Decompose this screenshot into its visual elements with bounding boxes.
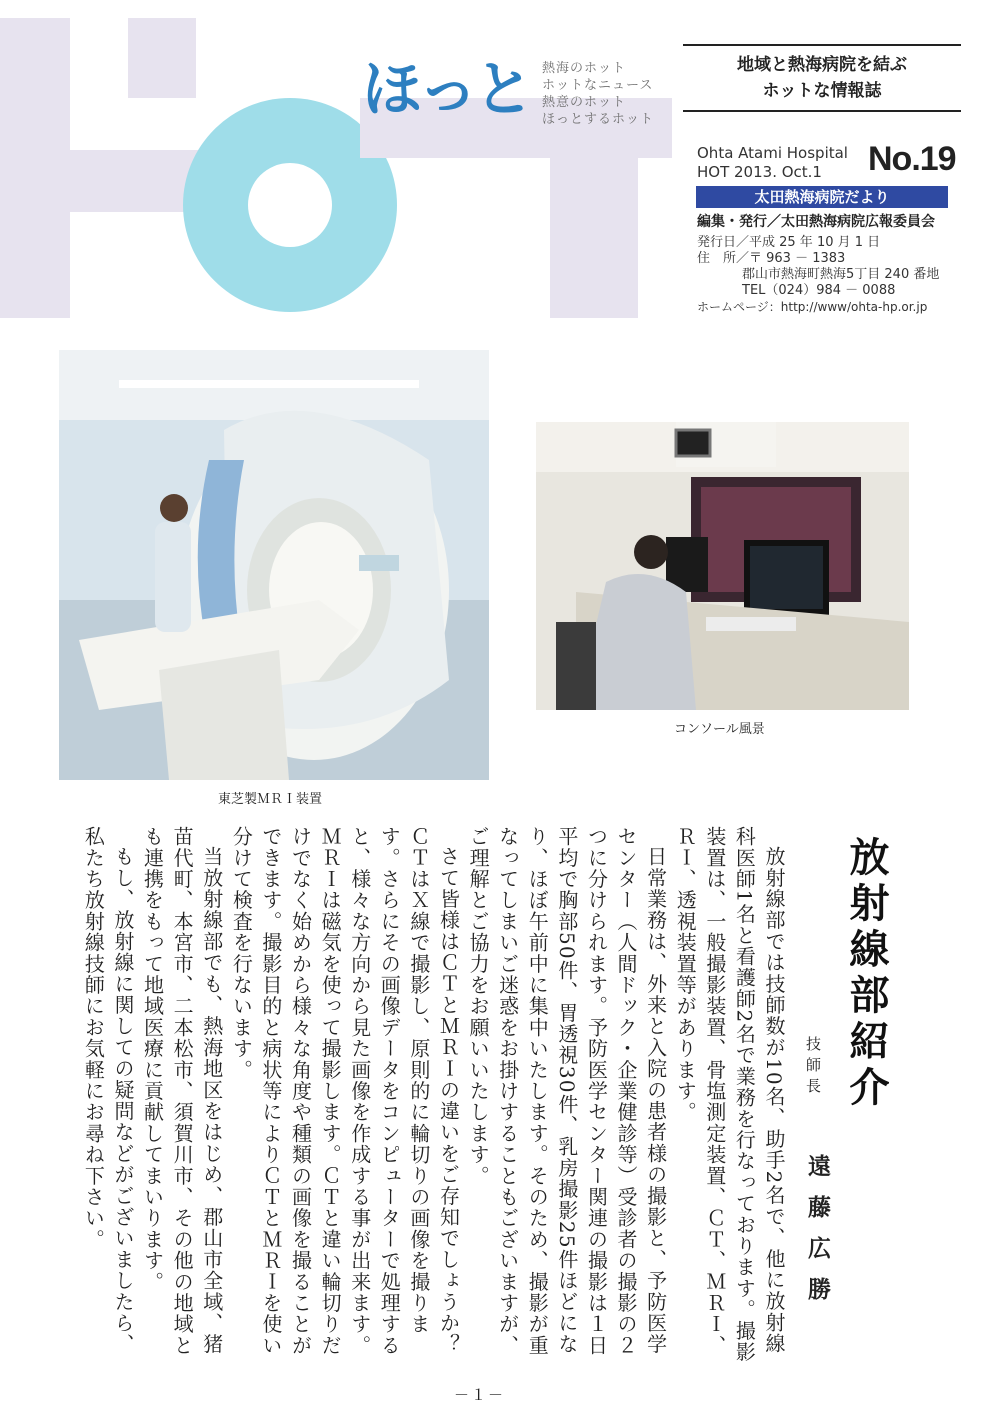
article-paragraph: さて皆様はＣＴとＭＲＩの違いをご存知でしょうか？ＣＴはＸ線で撮影し、原則的に輪切りの画像を撮ります。さらにその画像データをコンピューターで処理すると、様々な方向から見た画像を作成する事が出来ます。ＭＲＩは磁気を使って撮影します。ＣＴと違い輪切りだけでなく始めから様々な角度や種類の画像を撮ることができます。撮影目的と病状等によりＣＴとＭＲＩを使い分けて検査を行ないます。 (229, 826, 461, 1356)
author-role: 技師長 (804, 1036, 822, 1099)
slogan-box (683, 44, 961, 112)
newsletter-name-bar: 太田熱海病院だより (696, 186, 948, 208)
logo-letter-t (360, 98, 672, 318)
slogan-line: ホットな情報誌 (762, 81, 882, 101)
console-scene-illustration (536, 422, 909, 710)
tagline: ほっとするホット (542, 112, 655, 127)
edition-date: HOT 2013. Oct.1 (697, 163, 822, 181)
tagline: 熱意のホット (542, 95, 627, 110)
mri-photo-caption: 東芝製ＭＲＩ装置 (218, 792, 323, 807)
address: 郡山市熱海町熱海5丁目 240 番地 (742, 267, 940, 282)
mri-scene-illustration (59, 350, 489, 780)
article-body (52, 826, 788, 1371)
masthead (0, 0, 1000, 330)
page-number: －１－ (454, 1386, 506, 1404)
tagline: ホットなニュース (542, 78, 654, 93)
tagline-list (542, 60, 654, 128)
issue-number: No.19 (868, 140, 956, 178)
telephone: TEL（024）984 － 0088 (742, 283, 896, 298)
logo-title-kana: ほっと (362, 55, 530, 125)
article-paragraph: 当放射線部でも、熱海地区をはじめ、郡山市全域、猪苗代町、本宮市、二本松市、須賀川市、その他の地域とも連携をもって地域医療に貢献してまいります。 (140, 826, 224, 1356)
tagline: 熱海のホット (542, 61, 627, 76)
issue-date: 発行日／平成 25 年 10 月 1 日 (697, 235, 881, 250)
article-paragraph: 放射線部では技師数が10名、助手2名で、他に放射線科医師1名と看護師2名で業務を行なっております。撮影装置は、一般撮影装置、骨塩測定装置、ＣＴ、ＭＲＩ、ＲＩ、透視装置等があります。 (673, 826, 786, 1363)
publisher: 編集・発行／太田熱海病院広報委員会 (697, 214, 935, 230)
hospital-name-en: Ohta Atami Hospital (697, 144, 848, 162)
console-photo (536, 422, 909, 710)
slogan-line: 地域と熱海病院を結ぶ (737, 55, 907, 75)
article-paragraph: 日常業務は、外来と入院の患者様の撮影と、予防医学センター（人間ドック・企業健診等）受診者の撮影の２つに分けられます。予防医学センター関連の撮影は１日平均で胸部50件、胃透視30件、乳房撮影25件ほどになり、ほぼ午前中に集中いたします。そのため、撮影が重なってしまいご迷惑をお掛けすることもございますが、ご理解とご協力をお願いいたします。 (466, 826, 668, 1356)
console-photo-caption: コンソール風景 (674, 722, 765, 737)
author-name: 遠藤広勝 (804, 1154, 831, 1318)
hot-logo-graphic (0, 0, 680, 330)
postal-code: 住 所／〒 963 － 1383 (697, 251, 846, 266)
article-paragraph: もし、放射線に関しての疑問などがございましたら、私たち放射線技師にお気軽にお尋ね下さい。 (81, 826, 135, 1355)
article-title: 放射線部紹介 (843, 836, 889, 1112)
mri-photo (59, 350, 489, 780)
homepage-url: ホームページ：http://www/ohta-hp.or.jp (697, 300, 928, 314)
